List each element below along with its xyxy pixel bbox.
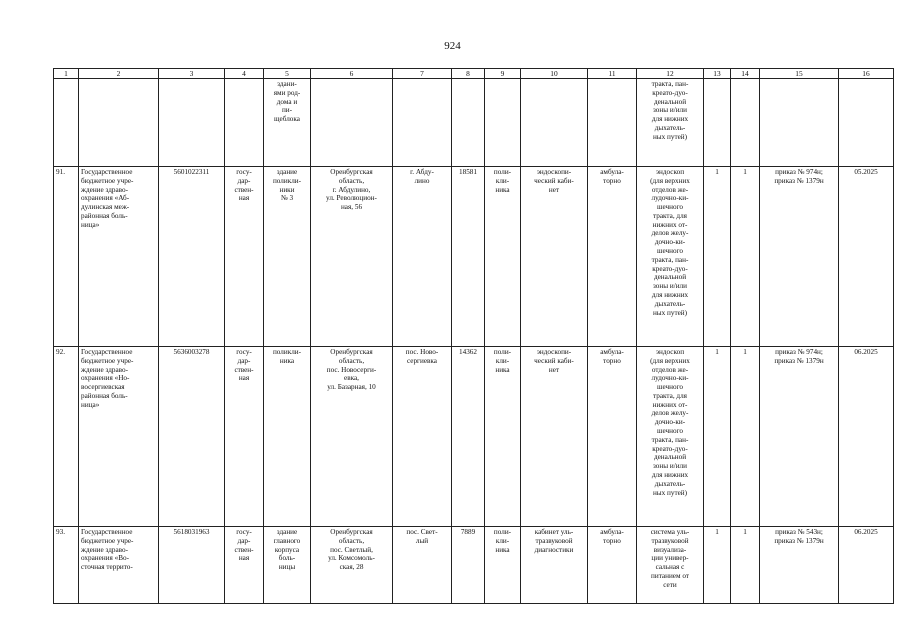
cell bbox=[731, 79, 760, 167]
row-number-cell: 93. bbox=[54, 527, 79, 604]
column-number-row bbox=[54, 69, 894, 79]
column-header: 1 bbox=[54, 69, 79, 79]
equipment-cell: тракта, пан- креато-дуо- денальной зоны и/или для нижних дыхатель- ных путей) bbox=[637, 79, 704, 167]
cell bbox=[54, 79, 79, 167]
table-row bbox=[54, 527, 894, 604]
register-table bbox=[53, 68, 894, 604]
cell bbox=[588, 79, 637, 167]
column-header: 2 bbox=[79, 69, 159, 79]
column-header: 6 bbox=[311, 69, 393, 79]
column-header: 16 bbox=[839, 69, 894, 79]
column-header: 8 bbox=[452, 69, 485, 79]
order-cell: приказ № 974н; приказ № 1379н bbox=[760, 167, 839, 347]
ownership-cell: госу- дар- ствен- ная bbox=[225, 527, 264, 604]
equipment-cell: эндоскоп (для верхних отделов же- лудочно-ки- шечного тракта, для нижних от- делов желу- дочно-ки- шечного тракта, пан- креато-дуо- денальной зоны и/или для нижних дыхатель- ных путей) bbox=[637, 167, 704, 347]
quantity-cell: 1 bbox=[704, 167, 731, 347]
cell bbox=[79, 79, 159, 167]
quantity-cell: 1 bbox=[731, 527, 760, 604]
column-header: 3 bbox=[159, 69, 225, 79]
cell bbox=[839, 79, 894, 167]
care-conditions-cell: амбула- торно bbox=[588, 347, 637, 527]
unit-cell: кабинет уль- тразвуковой диагностики bbox=[521, 527, 588, 604]
unit-cell: эндоскопи- ческий каби- нет bbox=[521, 347, 588, 527]
quantity-cell: 1 bbox=[731, 347, 760, 527]
cell bbox=[452, 79, 485, 167]
column-header: 10 bbox=[521, 69, 588, 79]
quantity-cell: 1 bbox=[731, 167, 760, 347]
unit-cell: эндоскопи- ческий каби- нет bbox=[521, 167, 588, 347]
ownership-cell: госу- дар- ствен- ная bbox=[225, 167, 264, 347]
address-cell: Оренбургская область, г. Абдулино, ул. Революцион- ная, 56 bbox=[311, 167, 393, 347]
date-cell: 06.2025 bbox=[839, 347, 894, 527]
equipment-cell: система уль- тразвуковой визуализа- ции универ- сальная с питанием от сети bbox=[637, 527, 704, 604]
quantity-cell: 1 bbox=[704, 527, 731, 604]
building-cell: здание главного корпуса боль- ницы bbox=[264, 527, 311, 604]
address-cell: Оренбургская область, пос. Новосерги- евка, ул. Базарная, 10 bbox=[311, 347, 393, 527]
cell bbox=[760, 79, 839, 167]
organization-cell: Государственное бюджетное учре- ждение здраво- охранения «Во- сточная террито- bbox=[79, 527, 159, 604]
cell bbox=[159, 79, 225, 167]
population-cell: 14362 bbox=[452, 347, 485, 527]
order-cell: приказ № 974н; приказ № 1379н bbox=[760, 347, 839, 527]
building-cell: поликли- ника bbox=[264, 347, 311, 527]
column-header: 14 bbox=[731, 69, 760, 79]
date-cell: 05.2025 bbox=[839, 167, 894, 347]
cell bbox=[485, 79, 521, 167]
care-conditions-cell: амбула- торно bbox=[588, 167, 637, 347]
inn-cell: 5601022311 bbox=[159, 167, 225, 347]
care-conditions-cell: амбула- торно bbox=[588, 527, 637, 604]
column-header: 5 bbox=[264, 69, 311, 79]
locality-cell: пос. Свет- лый bbox=[393, 527, 452, 604]
organization-cell: Государственное бюджетное учре- ждение здраво- охранения «Аб- дулинская меж- районная боль- ница» bbox=[79, 167, 159, 347]
equipment-cell: эндоскоп (для верхних отделов же- лудочно-ки- шечного тракта, для нижних от- делов желу- дочно-ки- шечного тракта, пан- креато-дуо- денальной зоны и/или для нижних дыхатель- ных путей) bbox=[637, 347, 704, 527]
facility-type-cell: поли- кли- ника bbox=[485, 167, 521, 347]
address-cell: Оренбургская область, пос. Светлый, ул. Комсомоль- ская, 28 bbox=[311, 527, 393, 604]
column-header: 13 bbox=[704, 69, 731, 79]
ownership-cell: госу- дар- ствен- ная bbox=[225, 347, 264, 527]
quantity-cell: 1 bbox=[704, 347, 731, 527]
inn-cell: 5636003278 bbox=[159, 347, 225, 527]
facility-type-cell: поли- кли- ника bbox=[485, 527, 521, 604]
population-cell: 18581 bbox=[452, 167, 485, 347]
date-cell: 06.2025 bbox=[839, 527, 894, 604]
cell bbox=[393, 79, 452, 167]
building-cell: здани- ями род- дома и пи- щеблока bbox=[264, 79, 311, 167]
row-number-cell: 91. bbox=[54, 167, 79, 347]
inn-cell: 5618031963 bbox=[159, 527, 225, 604]
locality-cell: пос. Ново- сергиевка bbox=[393, 347, 452, 527]
table-row bbox=[54, 347, 894, 527]
column-header: 15 bbox=[760, 69, 839, 79]
column-header: 9 bbox=[485, 69, 521, 79]
page-number: 924 bbox=[444, 40, 461, 52]
locality-cell: г. Абду- лино bbox=[393, 167, 452, 347]
column-header: 7 bbox=[393, 69, 452, 79]
building-cell: здание поликли- ники № 3 bbox=[264, 167, 311, 347]
order-cell: приказ № 543н; приказ № 1379н bbox=[760, 527, 839, 604]
cell bbox=[311, 79, 393, 167]
row-number-cell: 92. bbox=[54, 347, 79, 527]
column-header: 12 bbox=[637, 69, 704, 79]
facility-type-cell: поли- кли- ника bbox=[485, 347, 521, 527]
column-header: 11 bbox=[588, 69, 637, 79]
population-cell: 7889 bbox=[452, 527, 485, 604]
column-header: 4 bbox=[225, 69, 264, 79]
cell bbox=[225, 79, 264, 167]
table-row-continued bbox=[54, 79, 894, 167]
table-row bbox=[54, 167, 894, 347]
cell bbox=[521, 79, 588, 167]
cell bbox=[704, 79, 731, 167]
organization-cell: Государственное бюджетное учре- ждение здраво- охранения «Но- восергиевская районная боль- ница» bbox=[79, 347, 159, 527]
